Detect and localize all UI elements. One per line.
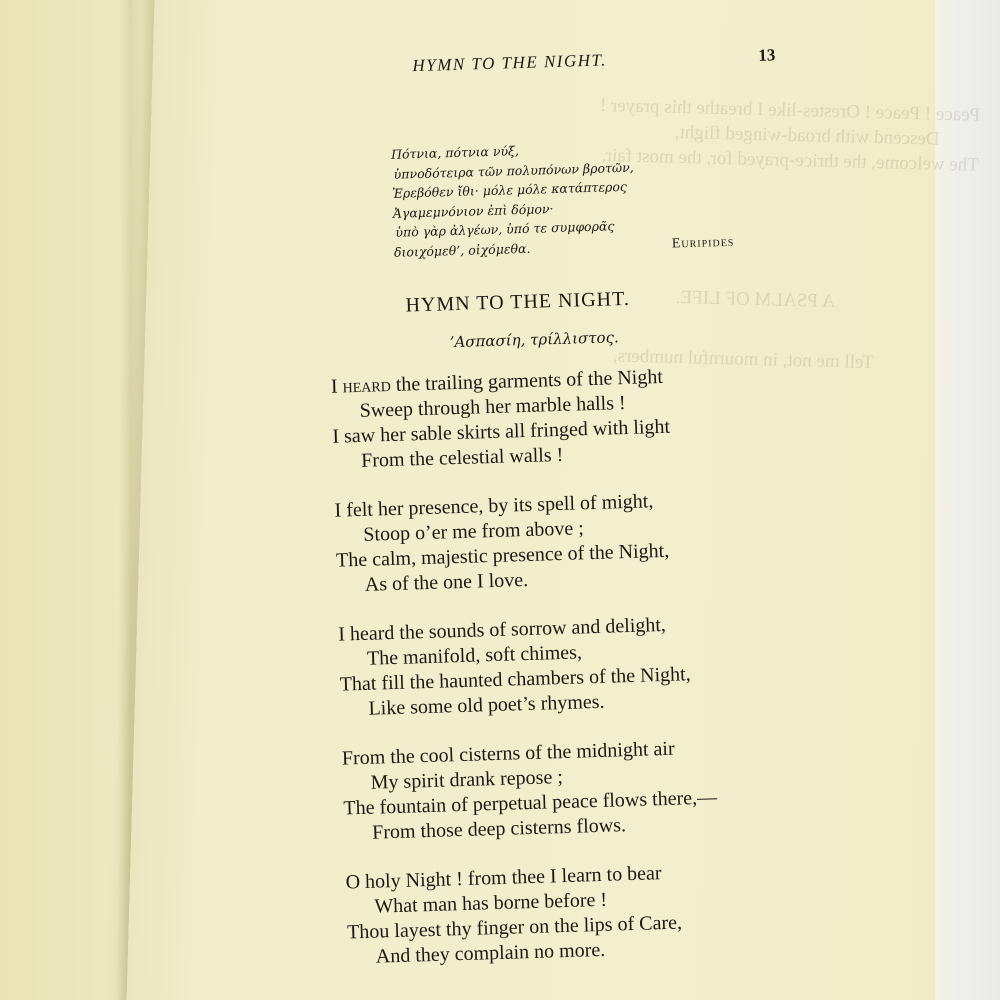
verse-line: I heard the sounds of sorrow and delight, [337, 613, 667, 646]
verse-line: The fountain of perpetual peace flows there,— [343, 786, 718, 820]
verse-line: What man has borne before ! [374, 888, 608, 918]
epigraph-line: Ἀγαμεμνόνιον ἐπὶ δόμον· [392, 200, 554, 221]
stanza [345, 859, 722, 970]
verse-line: Sweep through her marble halls ! [359, 392, 626, 422]
bleed-through-text: Peace ! Peace ! Orestes-like I breathe this prayer ! Descend with broad-winged flight, The welcome, the thrice-prayed for, the most fair, A PSALM OF LIFE. Tell me not, in mournful numbers, [599, 94, 981, 374]
epigraph-line: Πότνια, πότνια νύξ, [390, 143, 520, 162]
stanza [338, 612, 715, 723]
stanza [331, 364, 708, 475]
verse-line: The manifold, soft chimes, [366, 641, 583, 670]
verse-line: My spirit drank repose ; [370, 766, 564, 794]
stanza [342, 735, 719, 846]
verse-line: I felt her presence, by its spell of might, [334, 490, 654, 522]
verse-line: Thou layest thy finger on the lips of Care, [346, 911, 683, 944]
verse-line: I saw her sable skirts all fringed with light [332, 415, 671, 448]
verse-line: As of the one I love. [364, 568, 529, 596]
verse-line: The calm, majestic presence of the Night, [335, 539, 670, 572]
epigraph-line: ὑπνοδότειρα τῶν πολυπόνων βροτῶν, [393, 159, 634, 182]
opening-words: I heard [330, 373, 392, 398]
verse-line: From those deep cisterns flows. [371, 814, 627, 844]
verse-line: And they complain no more. [375, 938, 606, 968]
running-head: HYMN TO THE NIGHT. [412, 50, 608, 76]
page-number: 13 [758, 45, 776, 65]
verse-line: Stoop o’er me from above ; [363, 517, 585, 546]
greek-epigraph [391, 138, 636, 262]
epigraph-line: Ἐρεβόθεν ἴθι· μόλε μόλε κατάπτερος [392, 178, 628, 201]
poem-body [331, 364, 723, 995]
verse-line: O holy Night ! from thee I learn to bear [345, 862, 662, 894]
epigraph-line: διοιχόμεθ’, οἰχόμεθα. [393, 240, 531, 260]
stanza [334, 488, 711, 599]
verse-line: From the celestial walls ! [360, 443, 564, 472]
poem-subtitle: ’Ασπασίη, τρίλλιστος. [449, 328, 619, 352]
epigraph-line: ὑπὸ γὰρ ἀλγέων, ὑπό τε συμφορᾶς [395, 218, 615, 240]
verse-line: That fill the haunted chambers of the Night, [339, 663, 691, 696]
verse-line-rest: the trailing garments of the Night [390, 365, 664, 396]
verse-line: From the cool cisterns of the midnight air [341, 737, 675, 770]
poem-title: HYMN TO THE NIGHT. [405, 287, 631, 317]
epigraph-attribution: Euripides [671, 234, 735, 252]
verse-line: Like some old poet’s rhymes. [368, 690, 605, 720]
